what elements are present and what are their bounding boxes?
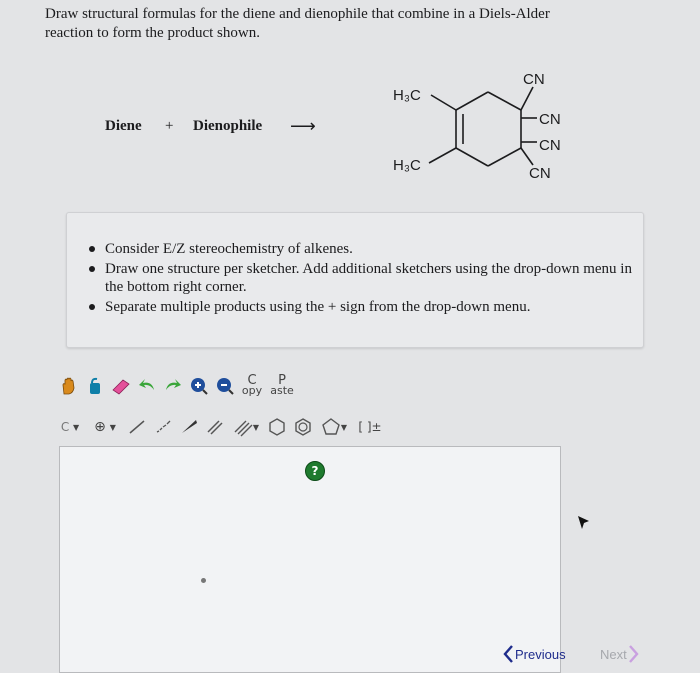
cyclohexane-icon[interactable] [265, 415, 289, 439]
copy-button[interactable]: C opy [241, 373, 263, 397]
paste-button[interactable]: P aste [270, 373, 294, 397]
cn-label-4: CN [529, 165, 551, 182]
instruction-item: Consider E/Z stereochemistry of alkenes. [87, 240, 637, 258]
zoom-out-icon[interactable] [213, 374, 237, 398]
pentagon-ring-select[interactable]: ▼ [317, 415, 351, 439]
undo-icon[interactable] [135, 374, 159, 398]
product-structure [385, 62, 605, 192]
methyl-bond-top [431, 95, 456, 110]
h3c-top-label: H₃C [393, 87, 421, 104]
question-line-1: Draw structural formulas for the diene and dienophile that combine in a Diels-Alder [45, 6, 550, 22]
canvas-dot [201, 578, 206, 583]
triple-bond-select[interactable]: ▼ [229, 415, 263, 439]
select-lasso-icon[interactable] [83, 374, 107, 398]
h3c-bottom-label: H₃C [393, 157, 421, 174]
mouse-cursor-icon [577, 515, 591, 531]
cn-bond-1 [521, 87, 533, 110]
sketcher [55, 365, 635, 665]
double-bond-icon[interactable] [203, 415, 227, 439]
sketcher-toolbar-top [57, 371, 295, 401]
charge-select[interactable]: ⊕ ▼ [94, 419, 116, 435]
instruction-item: Separate multiple products using the + sign from the drop-down menu. [87, 298, 637, 316]
help-icon[interactable]: ? [305, 461, 325, 481]
cn-bond-4 [521, 148, 533, 165]
question-text [45, 5, 645, 43]
diene-label: Diene [105, 118, 142, 134]
plus-sign: + [165, 118, 174, 134]
cn-label-2: CN [539, 111, 561, 128]
previous-button[interactable]: Previous [503, 645, 566, 663]
eraser-icon[interactable] [109, 374, 133, 398]
redo-icon[interactable] [161, 374, 185, 398]
instruction-item: Draw one structure per sketcher. Add additional sketchers using the drop-down menu in the bottom right corner. [87, 260, 637, 296]
atom-select[interactable]: C ▼ [60, 420, 80, 434]
ring-bond-2 [488, 92, 521, 110]
dienophile-label: Dienophile [193, 118, 263, 134]
hashed-bond-icon[interactable] [151, 415, 175, 439]
instructions-panel [66, 212, 644, 348]
sketcher-toolbar-bottom [55, 413, 389, 441]
reaction-arrow: ⟶ [290, 116, 316, 136]
benzene-icon[interactable] [291, 415, 315, 439]
ring-bond-4 [488, 148, 521, 166]
drawing-canvas[interactable] [59, 446, 561, 673]
question-line-2: reaction to form the product shown. [45, 25, 260, 41]
cn-label-3: CN [539, 137, 561, 154]
ring-bond-5 [456, 148, 488, 166]
cn-label-1: CN [523, 71, 545, 88]
bracket-tool[interactable]: [ ]± [358, 420, 382, 434]
hand-icon[interactable] [57, 374, 81, 398]
ring-bond-1 [456, 92, 488, 110]
zoom-in-icon[interactable] [187, 374, 211, 398]
next-button[interactable]: Next [600, 645, 639, 663]
wedge-bond-icon[interactable] [177, 415, 201, 439]
chevron-right-icon [629, 645, 639, 663]
single-bond-icon[interactable] [125, 415, 149, 439]
methyl-bond-bottom [429, 148, 456, 163]
chevron-left-icon [503, 645, 513, 663]
